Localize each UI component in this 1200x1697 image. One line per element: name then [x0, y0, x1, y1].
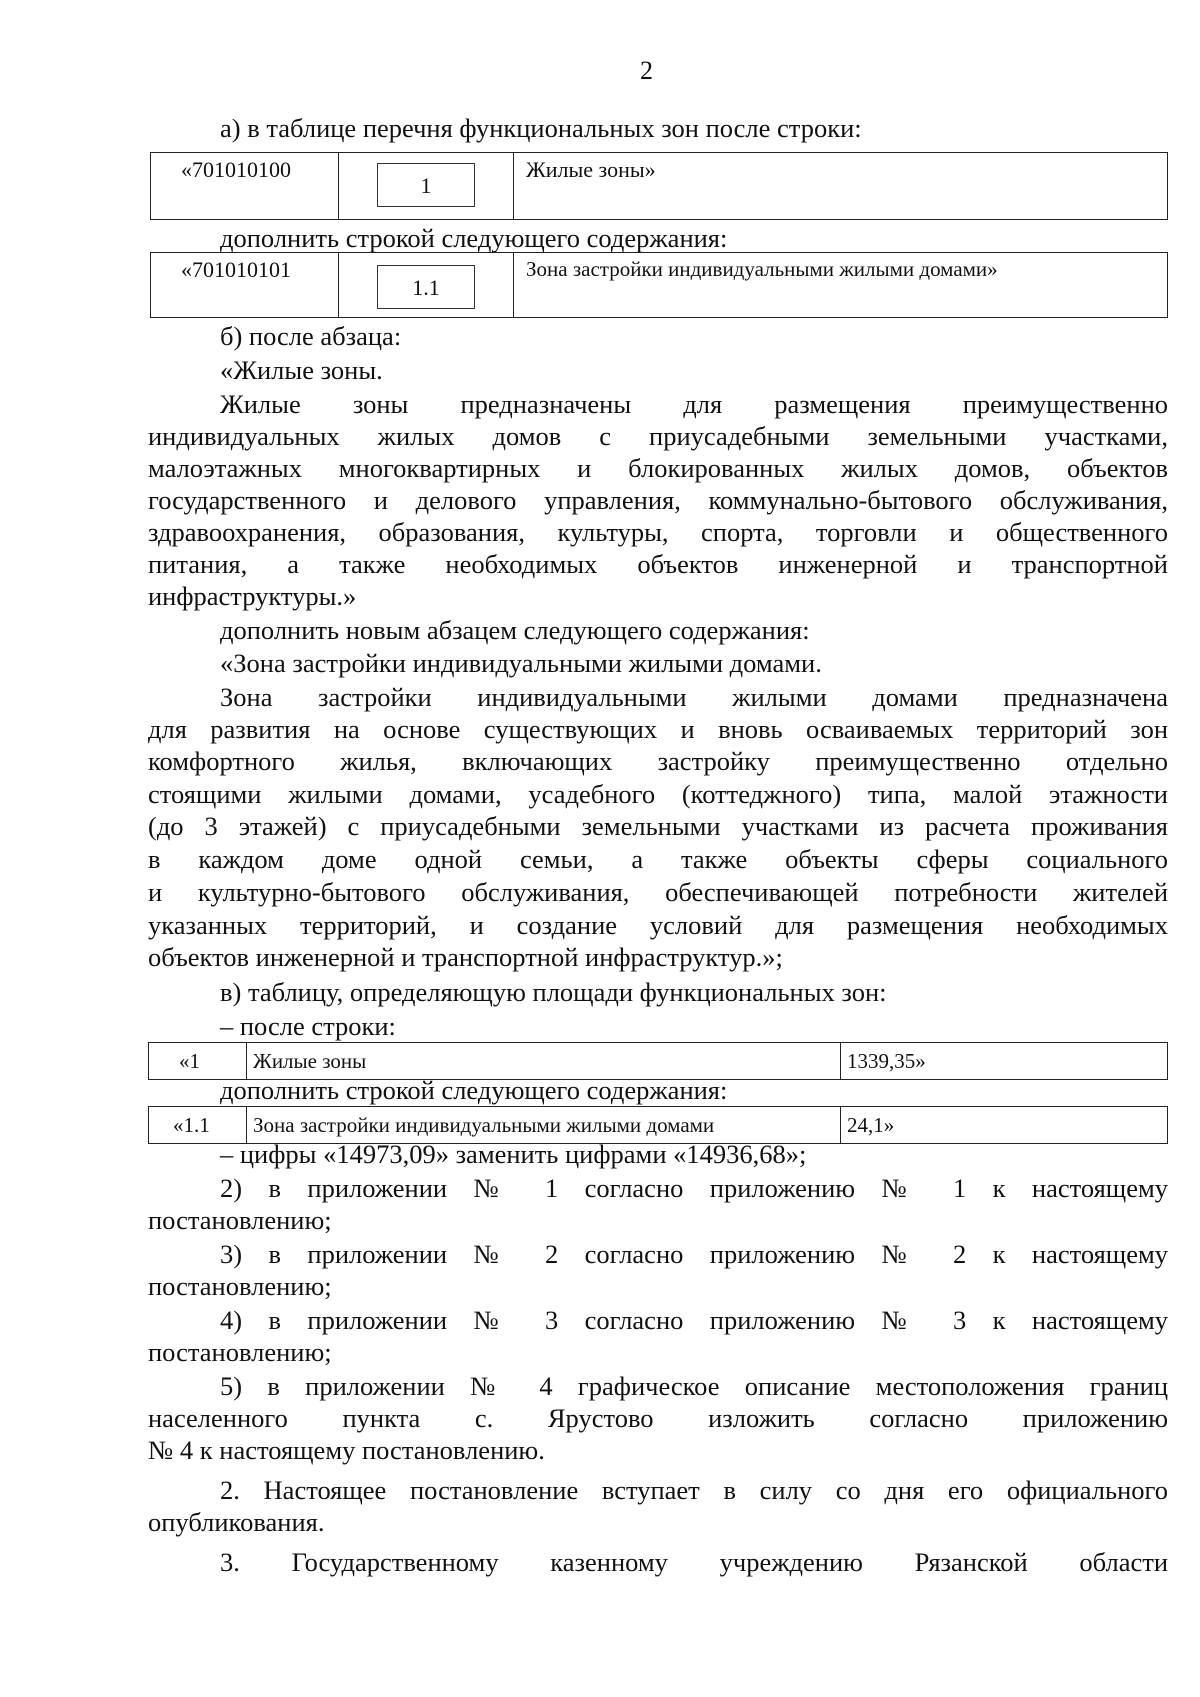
para1-line: индивидуальных жилых домов с приусадебными земельными участками, [148, 421, 1168, 451]
item-4-line: постановлению; [148, 1337, 332, 1367]
zones-table-row-1 [150, 152, 1168, 220]
zones-table-new-row [150, 252, 1168, 318]
digits-replace: – цифры «14973,09» заменить цифрами «14936,68»; [220, 1139, 807, 1169]
para1-line: инфраструктуры.» [148, 581, 357, 611]
zone-num: 1 [377, 163, 475, 207]
item-3-line: постановлению; [148, 1271, 332, 1301]
para2-line: (до 3 этажей) с приусадебными земельными участками из расчета проживания [148, 811, 1168, 841]
new-zone-name: Зона застройки индивидуальными жилыми домами» [514, 253, 1168, 318]
clause-2-line: 2. Настоящее постановление вступает в силу со дня его официального [220, 1475, 1168, 1505]
v-table: в) таблицу, определяющую площади функциональных зон: [220, 977, 887, 1007]
new-zone-num: 1.1 [377, 265, 475, 309]
para2-line: в каждом доме одной семьи, а также объекты сферы социального [148, 844, 1168, 874]
new-area-num: «1.1 [149, 1107, 247, 1144]
add-row-label-1: дополнить строкой следующего содержания: [220, 223, 728, 253]
zone-num-cell [339, 153, 514, 220]
area-zone-name: Жилые зоны [247, 1043, 841, 1080]
b-after: б) после абзаца: [220, 321, 402, 351]
para2-line: стоящими жилыми домами, усадебного (коттеджного) типа, малой этажности [148, 779, 1168, 809]
para2-line: Зона застройки индивидуальными жилыми домами предназначена [220, 682, 1168, 712]
para2-line: комфортного жилья, включающих застройку преимущественно отдельно [148, 746, 1168, 776]
intro-a: а) в таблице перечня функциональных зон после строки: [220, 113, 862, 143]
new-area-zone-name: Зона застройки индивидуальными жилыми домами [247, 1107, 841, 1144]
zone-name: Жилые зоны» [514, 153, 1168, 220]
para2-line: указанных территорий, и создание условий для размещения необходимых [148, 910, 1168, 940]
item-5-line: населенного пункта с. Ярустово изложить согласно приложению [148, 1403, 1168, 1433]
para1-line: питания, а также необходимых объектов инженерной и транспортной [148, 549, 1168, 579]
zone-code: «701010100 [151, 153, 339, 220]
para1-line: здравоохранения, образования, культуры, спорта, торговли и общественного [148, 517, 1168, 547]
item-2-line: 2) в приложении № 1 согласно приложению № 1 к настоящему [220, 1173, 1168, 1203]
item-2-line: постановлению; [148, 1205, 332, 1235]
para2-line: и культурно-бытового обслуживания, обеспечивающей потребности жителей [148, 877, 1168, 907]
item-5-line: № 4 к настоящему постановлению. [148, 1435, 545, 1465]
quote-zones: «Жилые зоны. [220, 355, 383, 385]
after-row: – после строки: [220, 1011, 396, 1041]
new-zone-num-cell [339, 253, 514, 318]
area-value: 1339,35» [841, 1043, 1168, 1080]
add-paragraph: дополнить новым абзацем следующего содержания: [220, 615, 810, 645]
quote-zone-ind: «Зона застройки индивидуальными жилыми домами. [220, 648, 822, 678]
clause-3-line: 3. Государственному казенному учреждению Рязанской области [220, 1547, 1168, 1577]
add-row-label-2: дополнить строкой следующего содержания: [220, 1075, 728, 1105]
new-zone-code: «701010101 [151, 253, 339, 318]
page-number: 2 [640, 56, 653, 85]
item-5-line: 5) в приложении № 4 графическое описание местоположения границ [220, 1371, 1168, 1401]
new-area-value: 24,1» [841, 1107, 1168, 1144]
para2-line: объектов инженерной и транспортной инфраструктур.»; [148, 942, 783, 972]
para1-line: малоэтажных многоквартирных и блокированных жилых домов, объектов [148, 453, 1168, 483]
area-num: «1 [149, 1043, 247, 1080]
para2-line: для развития на основе существующих и вновь осваиваемых территорий зон [148, 714, 1168, 744]
item-4-line: 4) в приложении № 3 согласно приложению № 3 к настоящему [220, 1305, 1168, 1335]
para1-line: государственного и делового управления, коммунально-бытового обслуживания, [148, 485, 1168, 515]
clause-2-line: опубликования. [148, 1507, 325, 1537]
item-3-line: 3) в приложении № 2 согласно приложению № 2 к настоящему [220, 1239, 1168, 1269]
para1-line: Жилые зоны предназначены для размещения преимущественно [220, 389, 1168, 419]
